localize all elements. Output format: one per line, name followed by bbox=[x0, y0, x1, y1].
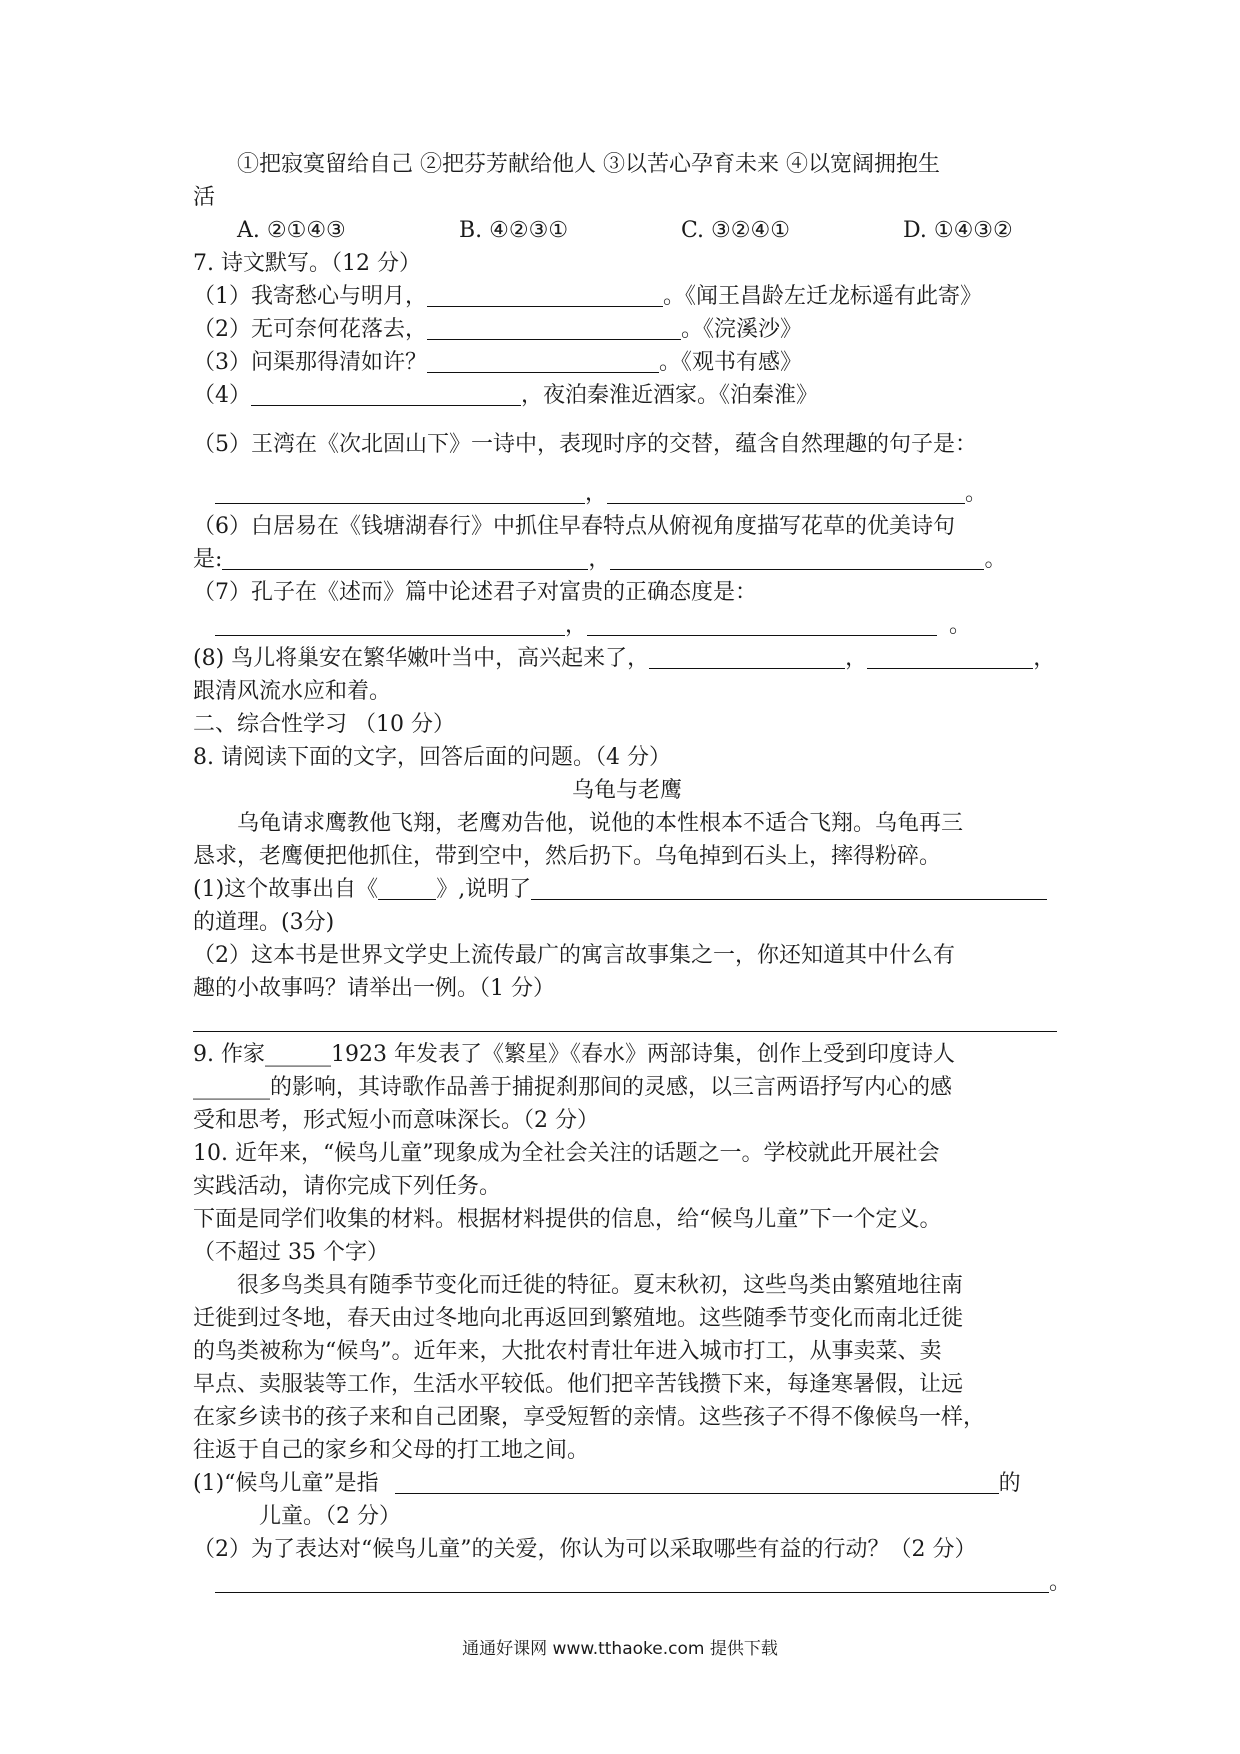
q6-choices-line1: ①把寂寞留给自己 ②把芬芳献给他人 ③以苦心孕育未来 ④以宽阔拥抱生 bbox=[237, 152, 940, 177]
q10-line2: 实践活动，请你完成下列任务。 bbox=[193, 1174, 502, 1199]
q10-material-2: 迁徙到过冬地，春天由过冬地向北再返回到繁殖地。这些随季节变化而南北迁徙 bbox=[193, 1306, 964, 1331]
answer-blank[interactable] bbox=[531, 875, 1047, 900]
q8-sub-1: (1)这个故事出自《 》,说明了 bbox=[193, 873, 1061, 906]
q10-material-6: 往返于自己的家乡和父母的打工地之间。 bbox=[193, 1438, 590, 1463]
q8-story-line1: 乌龟请求鹰教他飞翔，老鹰劝告他，说他的本性根本不适合飞翔。乌龟再三 bbox=[237, 811, 964, 836]
answer-blank[interactable] bbox=[222, 545, 588, 570]
answer-blank[interactable] bbox=[378, 875, 436, 900]
q8-title: 8. 请阅读下面的文字，回答后面的问题。（4 分） bbox=[193, 745, 671, 770]
page-footer: 通通好课网 www.tthaoke.com 提供下载 bbox=[462, 1639, 778, 1659]
q7-item-7-answer: ， 。 bbox=[193, 609, 1061, 642]
q10-answer-1: (1)“候鸟儿童”是指 的 bbox=[193, 1471, 1021, 1496]
answer-blank[interactable] bbox=[587, 611, 937, 636]
q7-item-8-tail: 跟清风流水应和着。 bbox=[193, 679, 392, 704]
q7-item-1: （1）我寄愁心与明月， 。《闻王昌龄左迁龙标遥有此寄》 bbox=[193, 284, 983, 309]
answer-blank[interactable] bbox=[610, 545, 984, 570]
q6-options bbox=[193, 214, 1061, 247]
q7-title: 7. 诗文默写。（12 分） bbox=[193, 251, 421, 276]
q8-sub-2-line2: 趣的小故事吗？请举出一例。（1 分） bbox=[193, 976, 555, 1001]
q6-choices-line2: 活 bbox=[193, 185, 216, 210]
answer-blank[interactable] bbox=[215, 479, 585, 504]
q6-option-a: A. ②①④③ bbox=[237, 218, 346, 243]
q8-story-line2: 恳求，老鹰便把他抓住，带到空中，然后扔下。乌龟掉到石头上，摔得粉碎。 bbox=[193, 844, 942, 869]
q6-option-b: B. ④②③① bbox=[459, 218, 569, 243]
q10-material-5: 在家乡读书的孩子来和自己团聚，享受短暂的亲情。这些孩子不得不像候鸟一样， bbox=[193, 1405, 986, 1430]
answer-blank[interactable] bbox=[427, 315, 681, 340]
answer-blank[interactable] bbox=[649, 644, 845, 669]
q7-item-4: （4） ，夜泊秦淮近酒家。《泊秦淮》 bbox=[193, 383, 819, 408]
q7-item-2: （2）无可奈何花落去， 。《浣溪沙》 bbox=[193, 317, 803, 342]
q6-option-c: C. ③②④① bbox=[681, 218, 790, 243]
q7-item-5-answer: ， 。 bbox=[193, 477, 1061, 510]
q10-answer-2-line: 。 bbox=[193, 1566, 1061, 1599]
q10-answer-2: （2）为了表达对“候鸟儿童”的关爱，你认为可以采取哪些有益的行动？（2 分） bbox=[193, 1537, 977, 1562]
q9-line1: 9. 作家______1923 年发表了《繁星》《春水》两部诗集，创作上受到印度诗人 bbox=[193, 1042, 955, 1067]
q7-item-8: (8) 鸟儿将巢安在繁华嫩叶当中，高兴起来了， ， ， bbox=[193, 646, 1056, 671]
answer-blank[interactable] bbox=[427, 282, 663, 307]
q10-line3: 下面是同学们收集的材料。根据材料提供的信息，给“候鸟儿童”下一个定义。 bbox=[193, 1207, 942, 1232]
q10-material-1: 很多鸟类具有随季节变化而迁徙的特征。夏末秋初，这些鸟类由繁殖地往南 bbox=[237, 1273, 964, 1298]
q9-line3: 受和思考，形式短小而意味深长。（2 分） bbox=[193, 1108, 599, 1133]
q7-item-5: （5）王湾在《次北固山下》一诗中，表现时序的交替，蕴含自然理趣的句子是： bbox=[193, 432, 977, 457]
q8-sub-2-answer bbox=[193, 1005, 1061, 1038]
q10-line4: （不超过 35 个字） bbox=[193, 1240, 389, 1265]
q7-item-6-answer: 是: ， 。 bbox=[193, 547, 1007, 572]
q10-material-4: 早点、卖服装等工作，生活水平较低。他们把辛苦钱攒下来，每逢寒暑假，让远 bbox=[193, 1372, 964, 1397]
answer-blank[interactable] bbox=[427, 348, 659, 373]
answer-blank[interactable] bbox=[867, 644, 1033, 669]
answer-blank[interactable] bbox=[193, 1007, 1057, 1032]
answer-blank[interactable] bbox=[607, 479, 965, 504]
q10-answer-1-tail: 儿童。（2 分） bbox=[259, 1504, 401, 1529]
answer-blank[interactable] bbox=[215, 1568, 1049, 1593]
q9-line2: _______的影响，其诗歌作品善于捕捉刹那间的灵感，以三言两语抒写内心的感 bbox=[193, 1075, 953, 1100]
q8-story-title: 乌龟与老鹰 bbox=[571, 778, 682, 803]
q10-material-3: 的鸟类被称为“候鸟”。近年来，大批农村青壮年进入城市打工，从事卖菜、卖 bbox=[193, 1339, 942, 1364]
q8-sub-1-tail: 的道理。(3分) bbox=[193, 910, 335, 935]
q8-sub-2-line1: （2）这本书是世界文学史上流传最广的寓言故事集之一，你还知道其中什么有 bbox=[193, 943, 955, 968]
q10-line1: 10. 近年来，“候鸟儿童”现象成为全社会关注的话题之一。学校就此开展社会 bbox=[193, 1141, 940, 1166]
q7-item-6: （6）白居易在《钱塘湖春行》中抓住早春特点从俯视角度描写花草的优美诗句 bbox=[193, 514, 955, 539]
section-2-heading: 二、综合性学习 （10 分） bbox=[193, 712, 455, 737]
answer-blank[interactable] bbox=[251, 381, 521, 406]
q7-item-3: （3）问渠那得清如许？ 。《观书有感》 bbox=[193, 350, 803, 375]
answer-blank[interactable] bbox=[215, 611, 565, 636]
q7-item-7: （7）孔子在《述而》篇中论述君子对富贵的正确态度是： bbox=[193, 580, 757, 605]
answer-blank[interactable] bbox=[395, 1469, 999, 1494]
q6-option-d: D. ①④③② bbox=[903, 218, 1013, 243]
exam-page bbox=[193, 148, 1072, 1599]
